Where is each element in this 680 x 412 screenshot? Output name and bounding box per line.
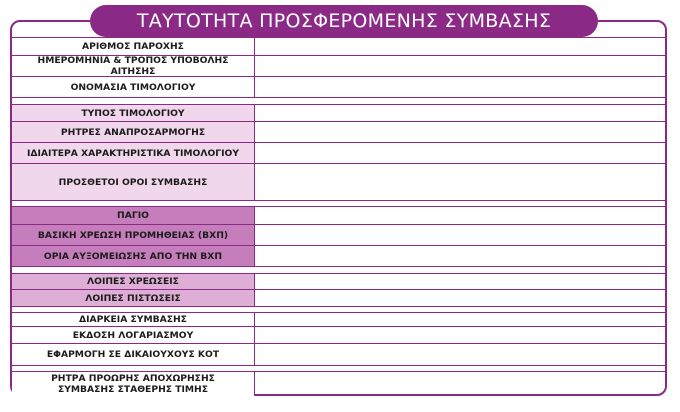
table-row bbox=[12, 37, 665, 56]
row-value-field[interactable] bbox=[255, 122, 665, 142]
row-value-field[interactable] bbox=[255, 56, 665, 76]
table-row bbox=[12, 122, 665, 143]
row-label: ΠΡΟΣΘΕΤΟΙ ΟΡΟΙ ΣΥΜΒΑΣΗΣ bbox=[12, 164, 255, 200]
form-title: ΤΑΥΤΟΤΗΤΑ ΠΡΟΣΦΕΡΟΜΕΝΗΣ ΣΥΜΒΑΣΗΣ bbox=[90, 5, 598, 37]
row-value-field[interactable] bbox=[255, 77, 665, 97]
row-value-field[interactable] bbox=[255, 313, 665, 326]
row-label: ΗΜΕΡΟΜΗΝΙΑ & ΤΡΟΠΟΣ ΥΠΟΒΟΛΗΣ ΑΙΤΗΣΗΣ bbox=[12, 56, 255, 76]
row-value-field[interactable] bbox=[255, 143, 665, 163]
row-label: ΛΟΙΠΕΣ ΧΡΕΩΣΕΙΣ bbox=[12, 274, 255, 289]
row-value-field[interactable] bbox=[255, 246, 665, 266]
row-label: ΡΗΤΡΑ ΠΡΟΩΡΗΣ ΑΠΟΧΩΡΗΣΗΣ ΣΥΜΒΑΣΗΣ ΣΤΑΘΕΡΗΣ ΤΙΜΗΣ bbox=[12, 372, 255, 396]
row-label: ΤΥΠΟΣ ΤΙΜΟΛΟΓΙΟΥ bbox=[12, 105, 255, 121]
table-row bbox=[12, 225, 665, 246]
table-row bbox=[12, 164, 665, 201]
row-value-field[interactable] bbox=[255, 344, 665, 365]
table-row bbox=[12, 143, 665, 164]
row-value-field[interactable] bbox=[255, 38, 665, 55]
row-label: ΔΙΑΡΚΕΙΑ ΣΥΜΒΑΣΗΣ bbox=[12, 313, 255, 326]
table-row bbox=[12, 273, 665, 290]
table-row bbox=[12, 371, 665, 396]
table-row bbox=[12, 206, 665, 225]
row-value-field[interactable] bbox=[255, 290, 665, 306]
table-row bbox=[12, 56, 665, 77]
row-label: ΛΟΙΠΕΣ ΠΙΣΤΩΣΕΙΣ bbox=[12, 290, 255, 306]
row-label: ΠΑΓΙΟ bbox=[12, 207, 255, 224]
row-label: ΒΑΣΙΚΗ ΧΡΕΩΣΗ ΠΡΟΜΗΘΕΙΑΣ (ΒΧΠ) bbox=[12, 225, 255, 245]
table-row bbox=[12, 77, 665, 98]
table-row bbox=[12, 290, 665, 307]
row-value-field[interactable] bbox=[255, 105, 665, 121]
row-label: ΟΝΟΜΑΣΙΑ ΤΙΜΟΛΟΓΙΟΥ bbox=[12, 77, 255, 97]
table-row bbox=[12, 327, 665, 344]
row-value-field[interactable] bbox=[255, 274, 665, 289]
row-value-field[interactable] bbox=[255, 372, 665, 396]
table-row bbox=[12, 312, 665, 327]
table-row bbox=[12, 344, 665, 366]
row-label: ΟΡΙΑ ΑΥΞΟΜΕΙΩΣΗΣ ΑΠΟ ΤΗΝ ΒΧΠ bbox=[12, 246, 255, 266]
row-value-field[interactable] bbox=[255, 207, 665, 224]
table-row bbox=[12, 246, 665, 267]
row-value-field[interactable] bbox=[255, 225, 665, 245]
row-value-field[interactable] bbox=[255, 164, 665, 200]
row-value-field[interactable] bbox=[255, 327, 665, 343]
table-row bbox=[12, 104, 665, 122]
row-label: ΙΔΙΑΙΤΕΡΑ ΧΑΡΑΚΤΗΡΙΣΤΙΚΑ ΤΙΜΟΛΟΓΙΟΥ bbox=[12, 143, 255, 163]
row-label: ΡΗΤΡΕΣ ΑΝΑΠΡΟΣΑΡΜΟΓΗΣ bbox=[12, 122, 255, 142]
row-label: ΕΦΑΡΜΟΓΗ ΣΕ ΔΙΚΑΙΟΥΧΟΥΣ ΚΟΤ bbox=[12, 344, 255, 365]
row-label: ΕΚΔΟΣΗ ΛΟΓΑΡΙΑΣΜΟΥ bbox=[12, 327, 255, 343]
row-label: ΑΡΙΘΜΟΣ ΠΑΡΟΧΗΣ bbox=[12, 38, 255, 55]
